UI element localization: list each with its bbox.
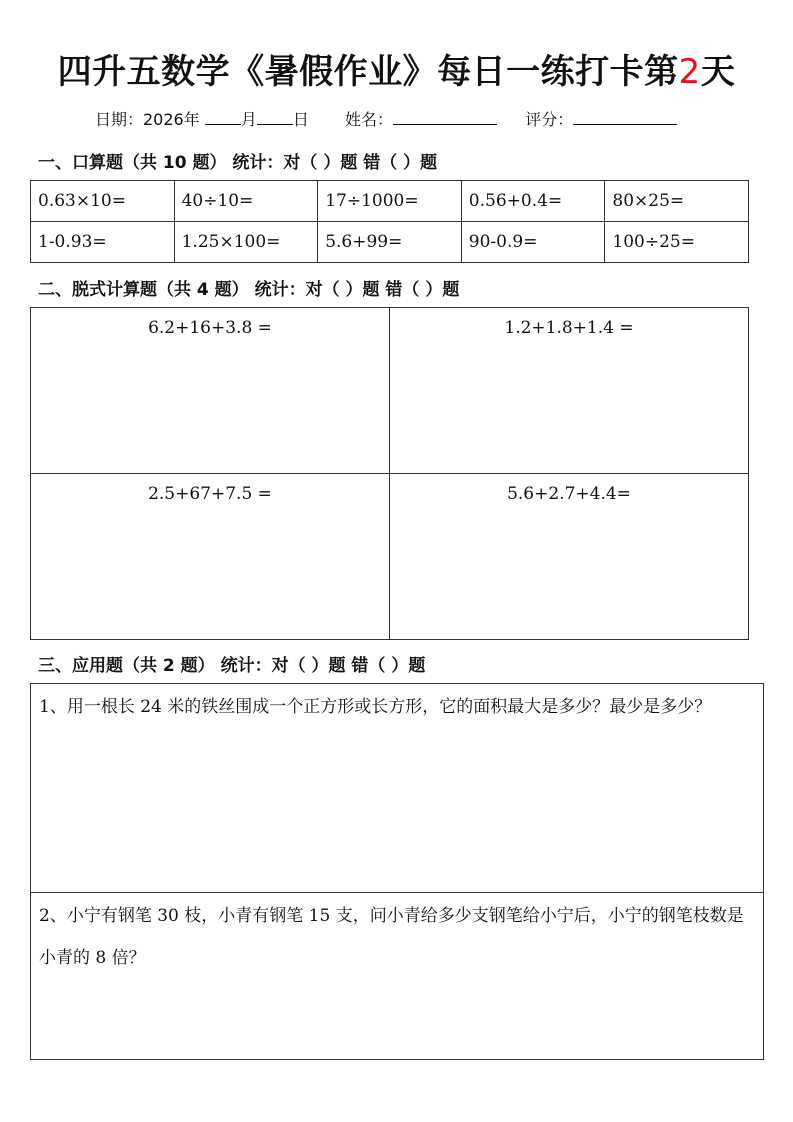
step-calc-table bbox=[30, 307, 749, 640]
table-row bbox=[31, 308, 749, 474]
word-problem-cell[interactable]: 2、小宁有钢笔 30 枝，小青有钢笔 15 支，问小青给多少支钢笔给小宁后，小宁的钢笔枝数是小青的 8 倍？ bbox=[31, 893, 764, 1060]
word-problem-table bbox=[30, 683, 764, 1060]
table-row bbox=[31, 684, 764, 893]
score-blank[interactable] bbox=[573, 110, 677, 125]
oral-cell: 0.63×10= bbox=[31, 181, 175, 222]
calc-cell[interactable]: 1.2+1.8+1.4 = bbox=[390, 308, 749, 474]
calc-cell[interactable]: 2.5+67+7.5 = bbox=[31, 474, 390, 640]
oral-cell: 17÷1000= bbox=[318, 181, 462, 222]
oral-cell: 0.56+0.4= bbox=[461, 181, 605, 222]
table-row bbox=[31, 181, 749, 222]
date-label: 日期：2026年 bbox=[95, 110, 200, 129]
table-row bbox=[31, 893, 764, 1060]
section2-heading: 二、脱式计算题（共 4 题） 统计：对（ ）题 错（ ）题 bbox=[38, 280, 460, 300]
oral-cell: 5.6+99= bbox=[318, 222, 462, 263]
calc-cell[interactable]: 6.2+16+3.8 = bbox=[31, 308, 390, 474]
month-blank[interactable] bbox=[205, 110, 241, 125]
table-row bbox=[31, 222, 749, 263]
oral-cell: 1-0.93= bbox=[31, 222, 175, 263]
month-label: 月 bbox=[240, 110, 257, 129]
oral-cell: 40÷10= bbox=[174, 181, 318, 222]
oral-cell: 100÷25= bbox=[605, 222, 749, 263]
title-prefix: 四升五数学《暑假作业》每日一练打卡第 bbox=[57, 52, 679, 92]
section3-heading: 三、应用题（共 2 题） 统计：对（ ）题 错（ ）题 bbox=[38, 656, 426, 676]
oral-calc-table bbox=[30, 180, 749, 263]
info-line bbox=[95, 107, 677, 130]
name-label: 姓名： bbox=[345, 110, 394, 129]
title-day-number: 2 bbox=[678, 52, 701, 92]
title-suffix: 天 bbox=[700, 52, 736, 92]
name-blank[interactable] bbox=[393, 110, 497, 125]
page-title bbox=[0, 44, 793, 93]
day-label: 日 bbox=[292, 110, 309, 129]
calc-cell[interactable]: 5.6+2.7+4.4= bbox=[390, 474, 749, 640]
oral-cell: 90-0.9= bbox=[461, 222, 605, 263]
oral-cell: 1.25×100= bbox=[174, 222, 318, 263]
score-label: 评分： bbox=[525, 110, 574, 129]
word-problem-cell[interactable]: 1、用一根长 24 米的铁丝围成一个正方形或长方形，它的面积最大是多少？最少是多少？ bbox=[31, 684, 764, 893]
day-blank[interactable] bbox=[257, 110, 293, 125]
oral-cell: 80×25= bbox=[605, 181, 749, 222]
section1-heading: 一、口算题（共 10 题） 统计：对（ ）题 错（ ）题 bbox=[38, 153, 438, 173]
table-row bbox=[31, 474, 749, 640]
